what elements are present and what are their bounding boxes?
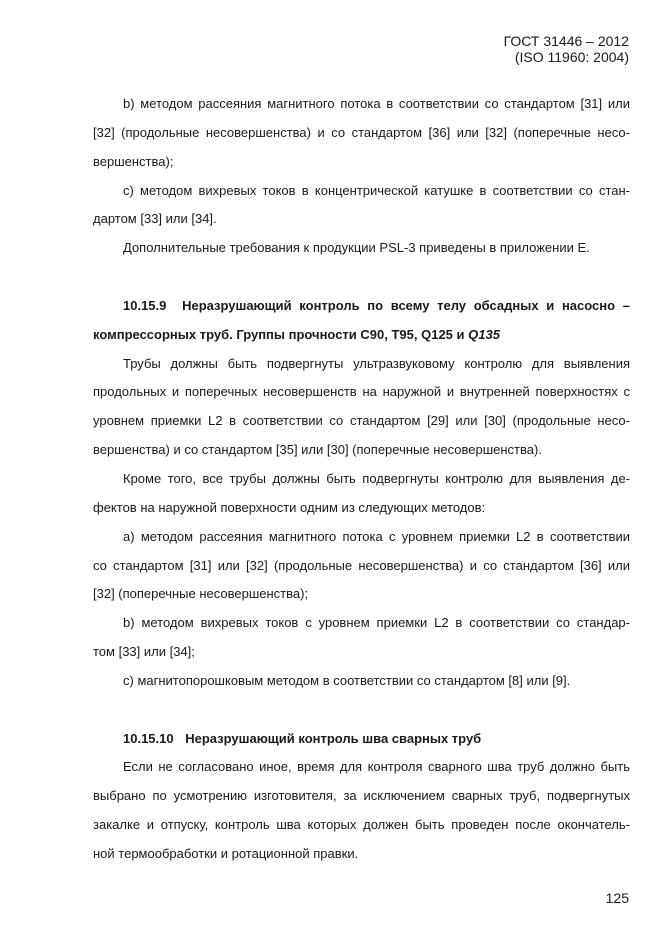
section-number: 10.15.9 (123, 297, 167, 313)
page-number: 125 (605, 890, 629, 906)
section-title: Неразрушающий контроль шва сварных труб (185, 730, 482, 746)
text-line: ной термообработки и ротационной правки. (93, 845, 359, 861)
document-body (93, 90, 630, 869)
section-heading-10-15-9 (93, 292, 630, 321)
iso-reference: (ISO 11960: 2004) (514, 49, 629, 65)
text-line: фектов на наружной поверхности одним из следующих методов: (93, 499, 486, 515)
text-line: b) методом рассеяния магнитного потока в соответствии со стандартом [31] или (123, 96, 630, 111)
section-heading-continuation (93, 321, 630, 350)
text-line: выбрано по усмотрению изготовителя, за исключением сварных труб, подвергнутых (93, 788, 630, 804)
document-header (504, 33, 629, 65)
section-number: 10.15.10 (123, 730, 174, 746)
standard-number: ГОСТ 31446 – 2012 (503, 33, 629, 49)
text-line: продольных и поперечных несовершенств на наружной и внутренней поверхностях с (93, 384, 630, 400)
text-line: [32] (продольные несовершенства) и со стандартом [36] или [32] (поперечные несо- (93, 124, 630, 140)
text-line: уровнем приемки L2 в соответствии со стандартом [29] или [30] (продольные несо- (93, 413, 630, 429)
text-line: Кроме того, все трубы должны быть подвергнуты контролю для выявления де- (123, 470, 630, 486)
text-line: Трубы должны быть подвергнуты ультразвуковому контролю для выявления (123, 355, 630, 371)
text-line: вершенства) и со стандартом [35] или [30] (поперечные несовершенства). (93, 442, 542, 458)
text-line: a) методом рассеяния магнитного потока с уровнем приемки L2 в соответствии (123, 528, 630, 544)
text-line: b) методом вихревых токов с уровнем приемки L2 в соответствии со стандар- (123, 615, 630, 631)
text-line: со стандартом [31] или [32] (продольные несовершенства) и со стандартом [36] или (93, 557, 630, 573)
strength-group-q135: Q135 (468, 326, 500, 342)
text-line: [32] (поперечные несовершенства); (93, 586, 309, 602)
text-line: закалке и отпуску, контроль шва которых должен быть проведен после окончатель- (93, 817, 630, 833)
text-line: вершенства); (93, 153, 174, 169)
text-line: c) методом вихревых токов в концентрической катушке в соответствии со стан- (123, 182, 630, 198)
text-line: c) магнитопорошковым методом в соответствии со стандартом [8] или [9]. (123, 672, 571, 688)
section-title: Неразрушающий контроль по всему телу обсадных и насосно – (182, 297, 630, 313)
text-line: том [33] или [34]; (93, 644, 195, 660)
text-line: Дополнительные требования к продукции PSL-3 приведены в приложении Е. (123, 240, 590, 256)
text-line: дартом [33] или [34]. (93, 211, 217, 227)
text-line: Если не согласовано иное, время для контроля сварного шва труб должно быть (123, 759, 630, 775)
section-heading-10-15-10 (93, 725, 630, 754)
section-title-cont: компрессорных труб. Группы прочности С90, Т95, Q125 и (93, 326, 469, 342)
